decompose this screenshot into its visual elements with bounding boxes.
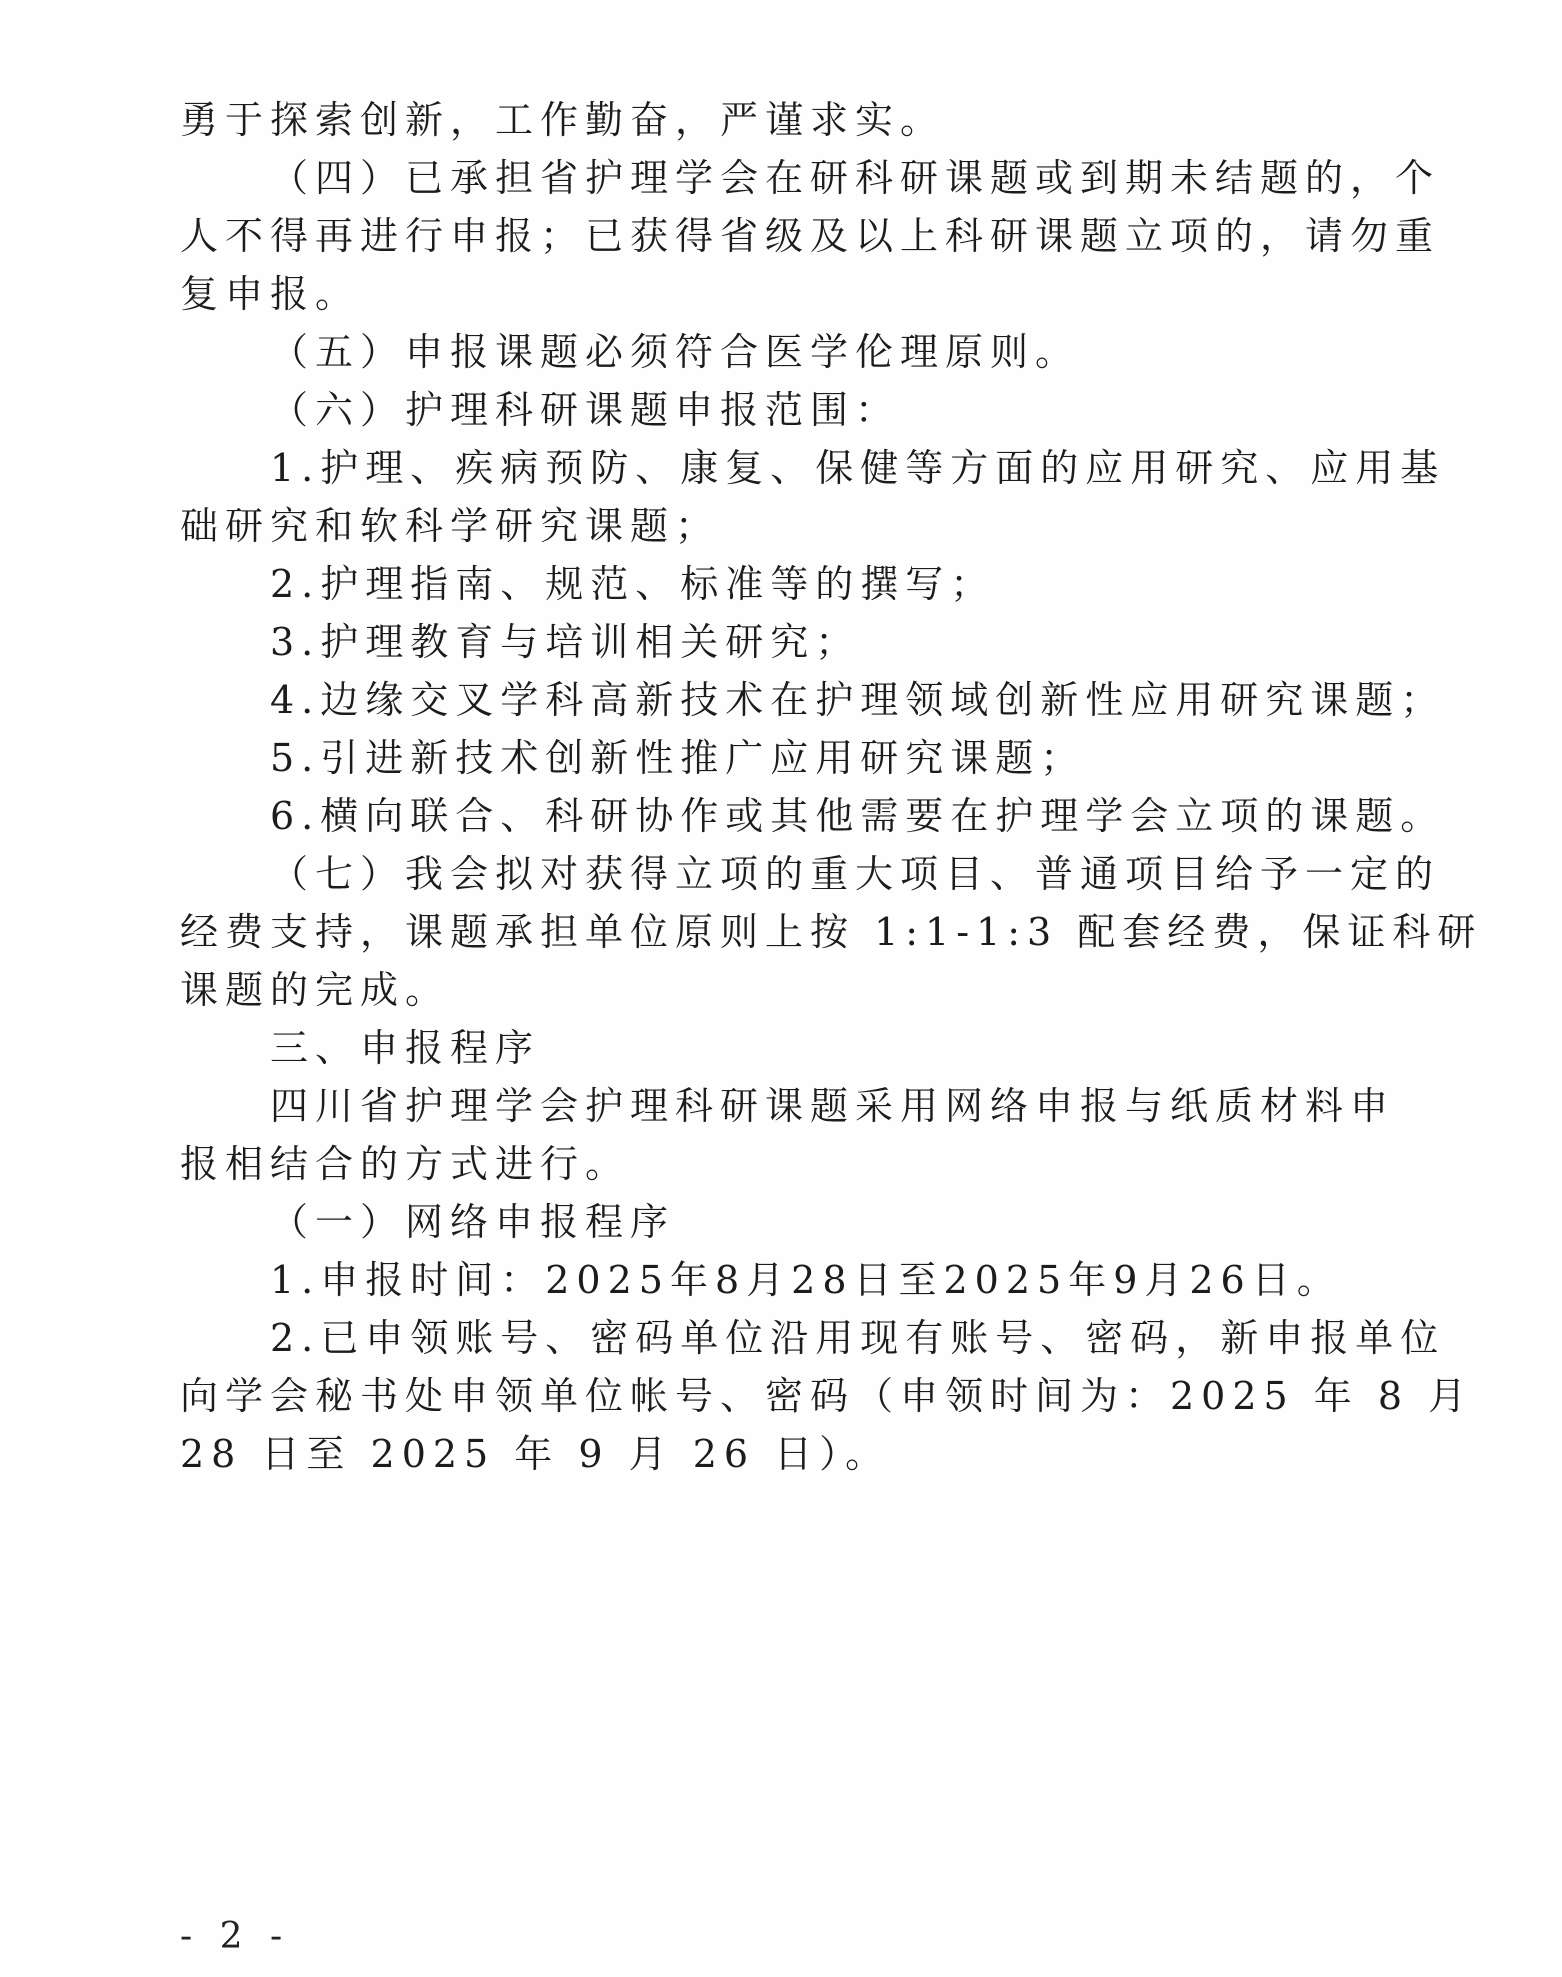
paragraph-line: 28 日至 2025 年 9 月 26 日）。	[180, 1432, 891, 1476]
procedure-item-1: 1.申报时间：2025年8月28日至2025年9月26日。	[270, 1258, 1342, 1302]
item-five-line: （五）申报课题必须符合医学伦理原则。	[270, 330, 1081, 374]
paragraph-line: 础研究和软科学研究课题；	[180, 504, 721, 548]
scope-item-3: 3.护理教育与培训相关研究；	[270, 620, 861, 664]
scope-item-5: 5.引进新技术创新性推广应用研究课题；	[270, 736, 1086, 780]
scope-item-4: 4.边缘交叉学科高新技术在护理领域创新性应用研究课题；	[270, 678, 1446, 722]
paragraph-line: 课题的完成。	[180, 968, 451, 1012]
paragraph-line: 复申报。	[180, 272, 361, 316]
scope-item-2: 2.护理指南、规范、标准等的撰写；	[270, 562, 996, 606]
paragraph-line: 向学会秘书处申领单位帐号、密码（申领时间为：2025 年 8 月	[180, 1374, 1474, 1418]
scope-item-1: 1.护理、疾病预防、康复、保健等方面的应用研究、应用基	[270, 446, 1446, 490]
item-six-line: （六）护理科研课题申报范围：	[270, 388, 901, 432]
paragraph-line: 经费支持，课题承担单位原则上按 1:1-1:3 配套经费，保证科研	[180, 910, 1483, 954]
paragraph-line: 四川省护理学会护理科研课题采用网络申报与纸质材料申	[270, 1084, 1396, 1128]
procedure-item-2: 2.已申领账号、密码单位沿用现有账号、密码，新申报单位	[270, 1316, 1446, 1360]
paragraph-line: 勇于探索创新，工作勤奋，严谨求实。	[180, 98, 946, 142]
scope-item-6: 6.横向联合、科研协作或其他需要在护理学会立项的课题。	[270, 794, 1446, 838]
paragraph-line: 人不得再进行申报；已获得省级及以上科研课题立项的，请勿重	[180, 214, 1441, 258]
page-number: - 2 -	[180, 1916, 291, 1957]
section-heading: 三、申报程序	[270, 1026, 541, 1070]
item-seven-line: （七）我会拟对获得立项的重大项目、普通项目给予一定的	[270, 852, 1441, 896]
paragraph-line: 报相结合的方式进行。	[180, 1142, 631, 1186]
item-four-line: （四）已承担省护理学会在研科研课题或到期未结题的，个	[270, 156, 1441, 200]
subsection-heading: （一）网络申报程序	[270, 1200, 676, 1244]
